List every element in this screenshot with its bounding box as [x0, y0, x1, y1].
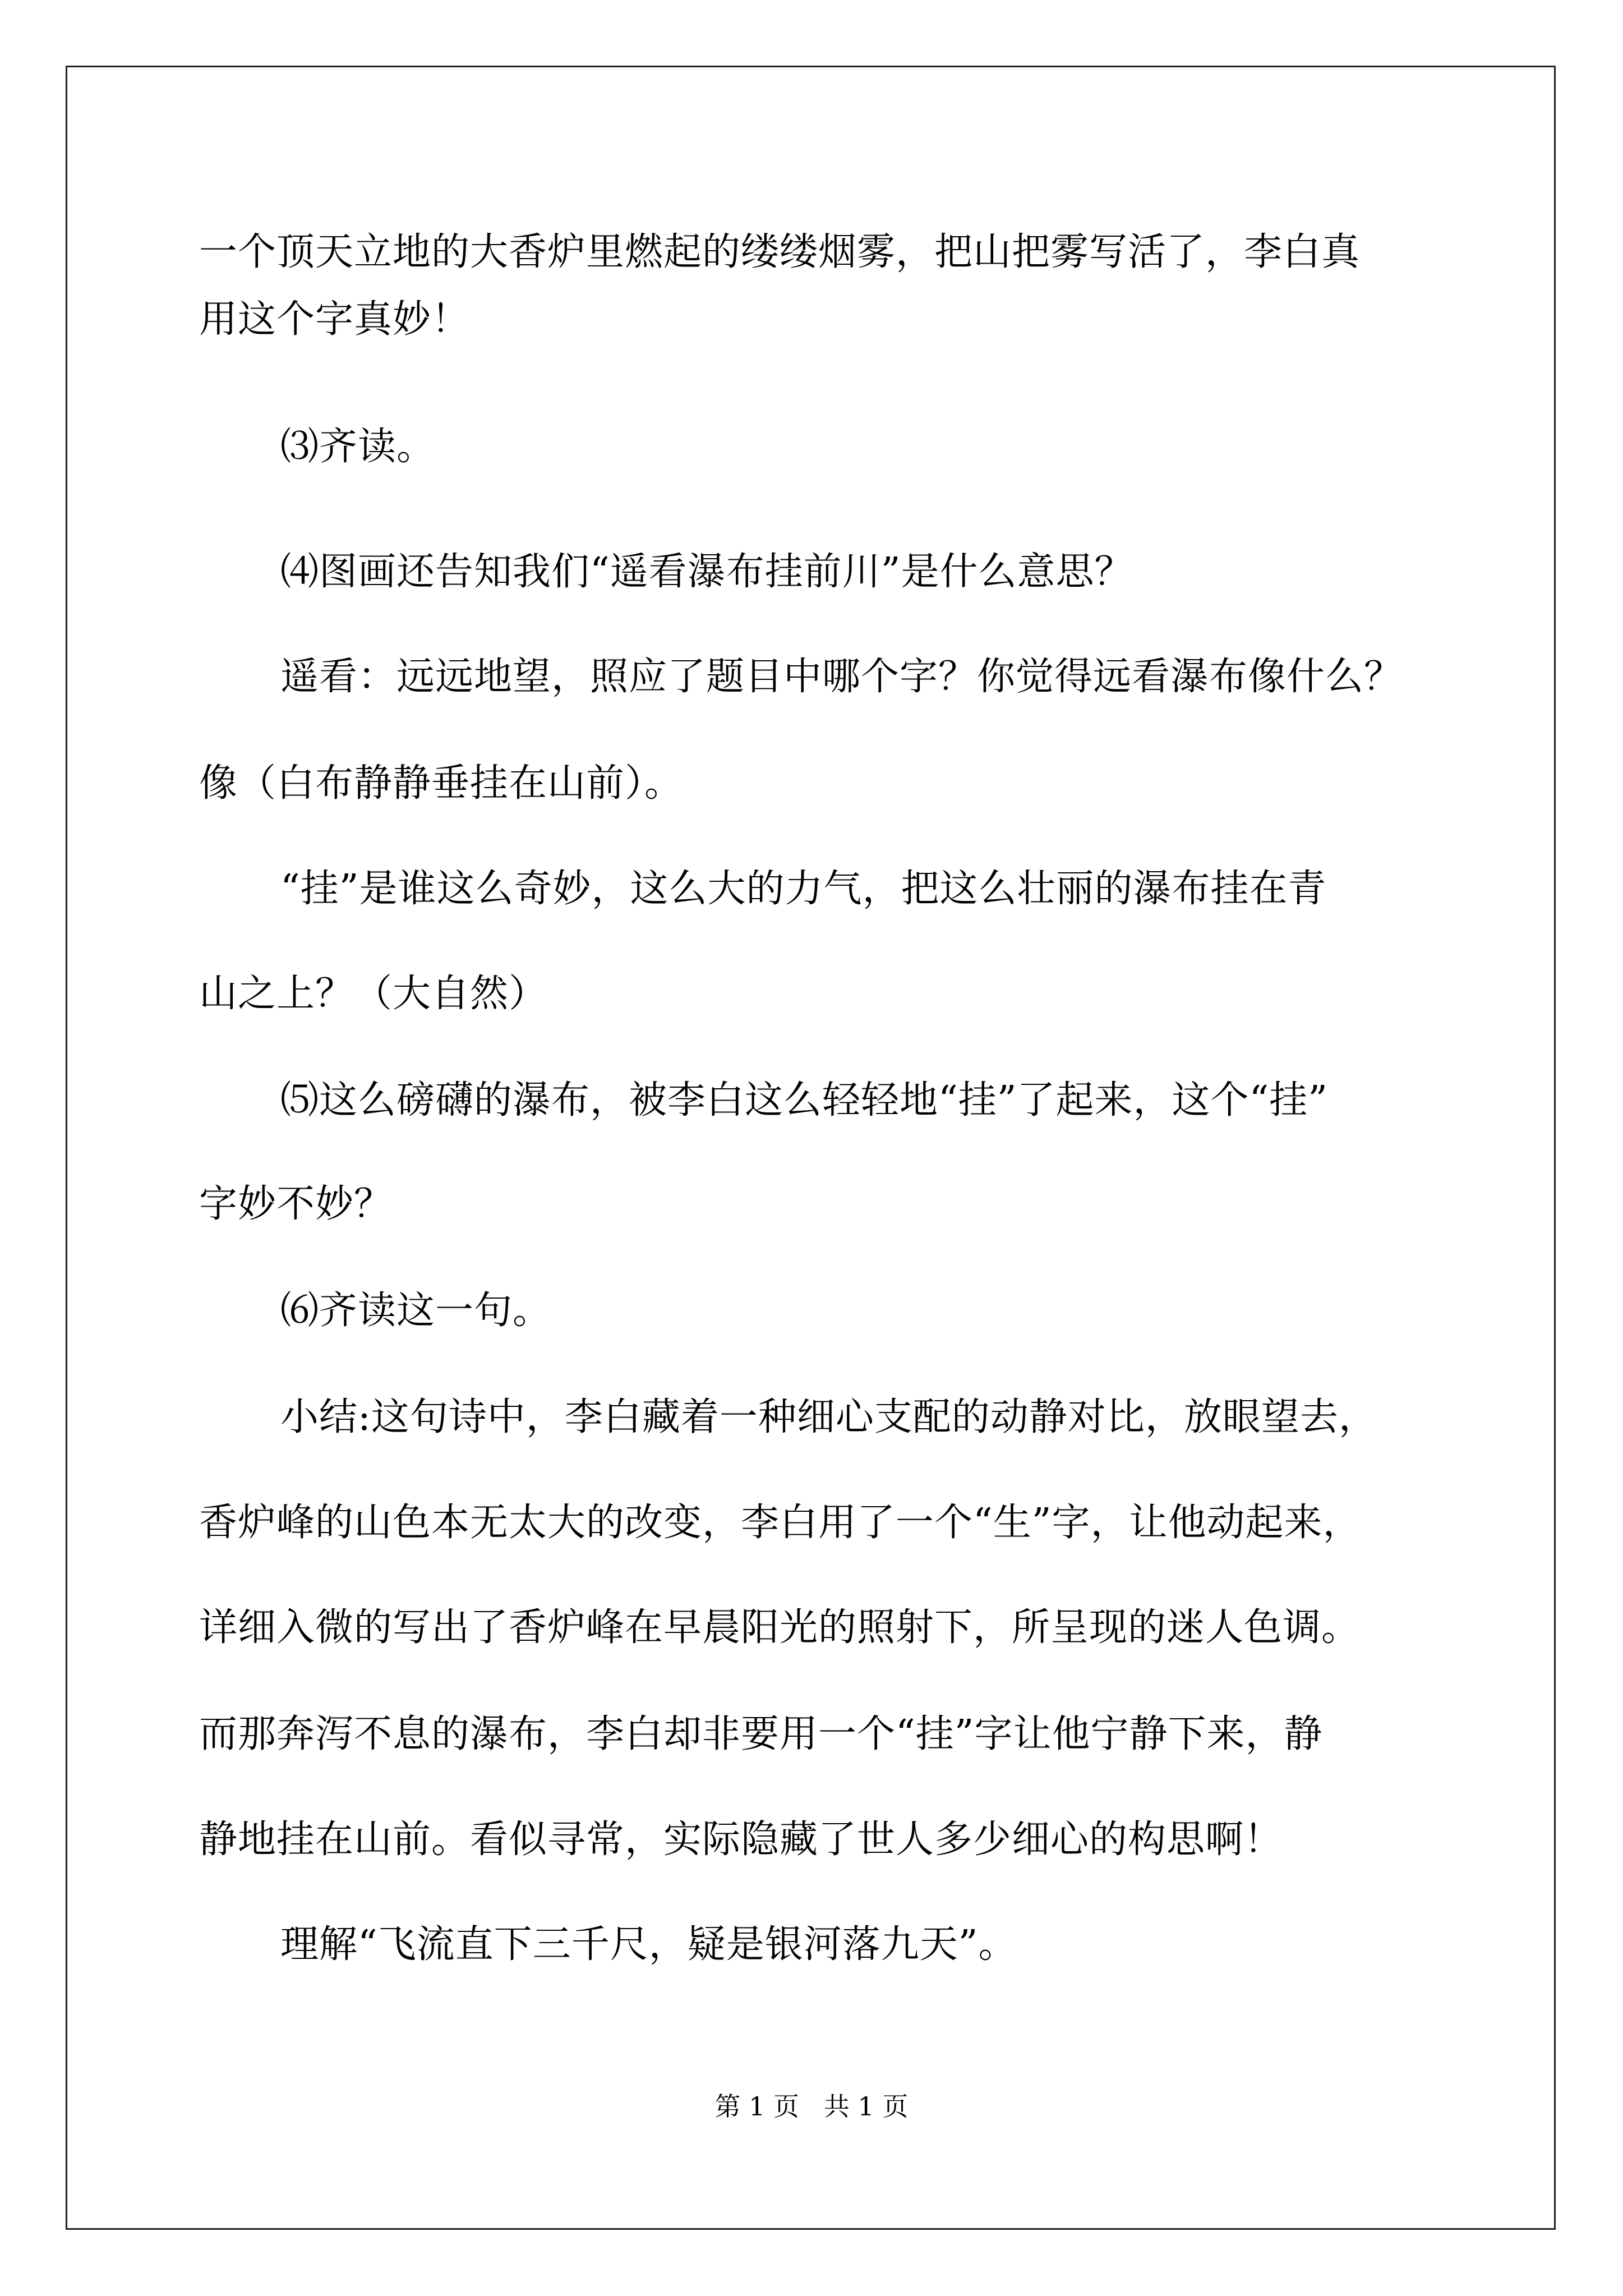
paragraph-line: 一个顶天立地的大香炉里燃起的缕缕烟雾，把山把雾写活了，李白真 — [199, 230, 1361, 274]
paragraph-line: 理解“飞流直下三千尺，疑是银河落九天”。 — [280, 1922, 1017, 1967]
paragraph-line: ⑸这么磅礴的瀑布，被李白这么轻轻地“挂”了起来，这个“挂” — [280, 1078, 1329, 1122]
paragraph-line: 小结:这句诗中，李白藏着一种细心支配的动静对比，放眼望去， — [280, 1395, 1377, 1439]
paragraph-line: 详细入微的写出了香炉峰在早晨阳光的照射下，所呈现的迷人色调。 — [199, 1605, 1361, 1650]
paragraph-line: ⑹齐读这一句。 — [280, 1289, 552, 1333]
paragraph-line: 香炉峰的山色本无太大的改变，李白用了一个“生”字，让他动起来， — [199, 1501, 1362, 1545]
paragraph-line: 像（白布静静垂挂在山前）。 — [199, 761, 684, 806]
paragraph-line: ⑷图画还告知我们“遥看瀑布挂前川”是什么意思？ — [280, 550, 1133, 594]
paragraph-line: 用这个字真妙！ — [199, 297, 471, 342]
paragraph-line: 而那奔泻不息的瀑布，李白却非要用一个“挂”字让他宁静下来，静 — [199, 1712, 1323, 1756]
paragraph-line: 静地挂在山前。看似寻常，实际隐藏了世人多少细心的构思啊！ — [199, 1818, 1283, 1862]
page-number-footer: 第 1 页 共 1 页 — [714, 2091, 909, 2122]
page-border — [66, 66, 1556, 2230]
paragraph-line: 山之上？（大自然） — [199, 972, 548, 1016]
paragraph-line: ⑶齐读。 — [280, 425, 436, 469]
paragraph-line: “挂”是谁这么奇妙，这么大的力气，把这么壮丽的瀑布挂在青 — [280, 867, 1327, 911]
paragraph-line: 遥看：远远地望，照应了题目中哪个字？你觉得远看瀑布像什么？ — [280, 655, 1403, 699]
paragraph-line: 字妙不妙？ — [199, 1182, 393, 1226]
